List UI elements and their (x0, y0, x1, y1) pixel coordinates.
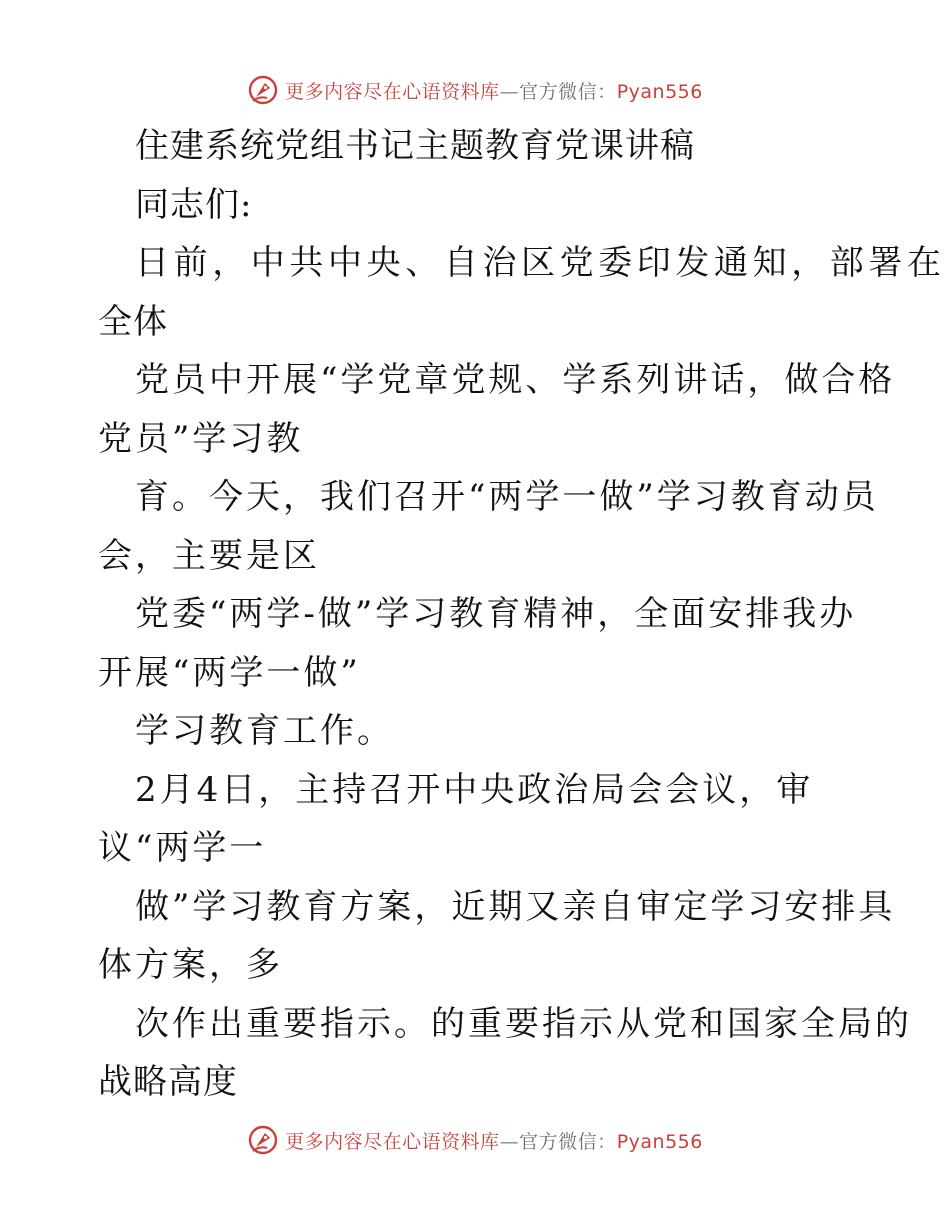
banner-brand: 更多内容尽在心语资料库 (285, 80, 500, 103)
paragraph-line: 育。今天，我们召开“两学一做”学习教育动员 (135, 477, 879, 517)
pen-nib-logo-icon (247, 74, 279, 106)
paragraph-line: 学习教育工作。 (135, 711, 394, 751)
paragraph-line: 党员中开展“学党章党规、学系列讲话，做合格 (135, 360, 896, 400)
paragraph-line: 2月4日，主持召开中央政治局会会议，审 (135, 769, 814, 810)
banner-official-label: 官方微信： (519, 1130, 617, 1153)
banner-separator: — (499, 1130, 520, 1153)
paragraph-line: 做”学习教育方案，近期又亲自审定学习安排具 (135, 886, 896, 927)
paragraph-line: 党员”学习教 (98, 418, 304, 459)
paragraph-line: 战略高度 (98, 1062, 238, 1102)
paragraph-line: 体方案，多 (98, 945, 283, 985)
paragraph-line: 次作出重要指示。的重要指示从党和国家全局的 (135, 1003, 912, 1044)
banner-wechat-id: Pyan556 (616, 80, 703, 103)
banner-brand: 更多内容尽在心语资料库 (285, 1130, 500, 1153)
banner-separator: — (499, 80, 520, 103)
banner-text (285, 1127, 703, 1154)
header-banner (0, 70, 950, 110)
banner-text (285, 77, 703, 104)
paragraph-line: 党委“两学-做”学习教育精神，全面安排我办 (135, 594, 857, 634)
paragraph-line: 日前，中共中央、自治区党委印发通知，部署在 (135, 243, 946, 283)
paragraph-line: 全体 (98, 301, 168, 342)
banner-wechat-id: Pyan556 (616, 1130, 703, 1153)
banner-official-label: 官方微信： (519, 80, 617, 103)
footer-banner (0, 1120, 950, 1160)
paragraph-line: 会，主要是区 (98, 535, 320, 576)
pen-nib-logo-icon (247, 1124, 279, 1156)
paragraph-line: 议“两学一 (98, 828, 267, 868)
document-title: 住建系统党组书记主题教育党课讲稿 (135, 126, 695, 166)
paragraph-line: 开展“两学一做” (98, 652, 361, 693)
document-body (98, 117, 946, 1112)
salutation: 同志们: (135, 184, 253, 225)
